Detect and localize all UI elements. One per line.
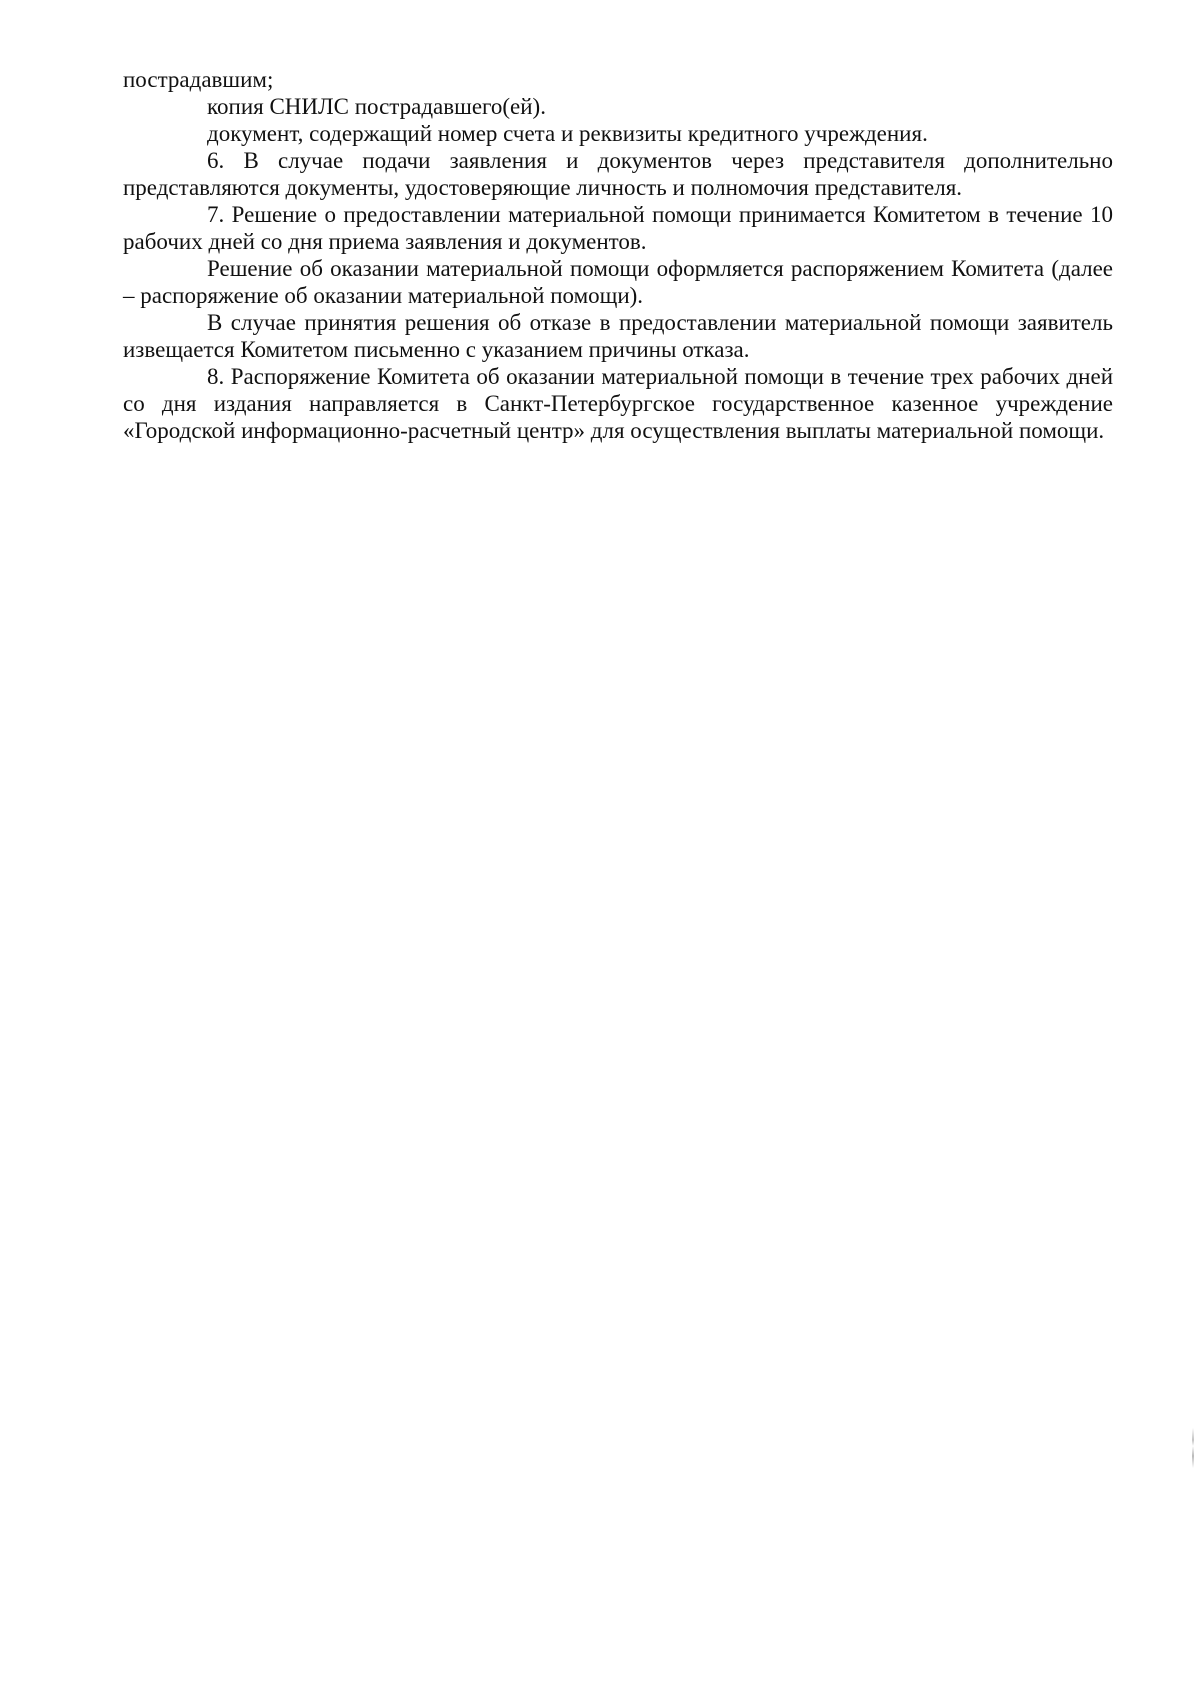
paragraph-refusal-notice: В случае принятия решения об отказе в предоставлении материальной помощи заявитель извещается Комитетом письменно с указанием причины отказа. — [123, 310, 1113, 362]
paragraph-continuation: пострадавшим; — [123, 67, 274, 92]
paragraph-item-6: 6. В случае подачи заявления и документов через представителя дополнительно представляются документы, удостоверяющие личность и полномочия представителя. — [123, 148, 1113, 200]
paragraph-item-8: 8. Распоряжение Комитета об оказании материальной помощи в течение трех рабочих дней со дня издания направляется в Санкт-Петербургское государственное казенное учреждение «Городской информационно-расчетный центр» для осуществления выплаты материальной помощи. — [123, 364, 1113, 443]
document-body — [123, 66, 1113, 444]
paragraph-decision-order: Решение об оказании материальной помощи оформляется распоряжением Комитета (далее – распоряжение об оказании материальной помощи). — [123, 256, 1113, 308]
scan-artifact — [1192, 1428, 1194, 1468]
paragraph-bank-details: документ, содержащий номер счета и реквизиты кредитного учреждения. — [207, 121, 928, 146]
paragraph-snils-copy: копия СНИЛС пострадавшего(ей). — [207, 94, 546, 119]
paragraph-item-7: 7. Решение о предоставлении материальной помощи принимается Комитетом в течение 10 рабочих дней со дня приема заявления и документов. — [123, 202, 1113, 254]
